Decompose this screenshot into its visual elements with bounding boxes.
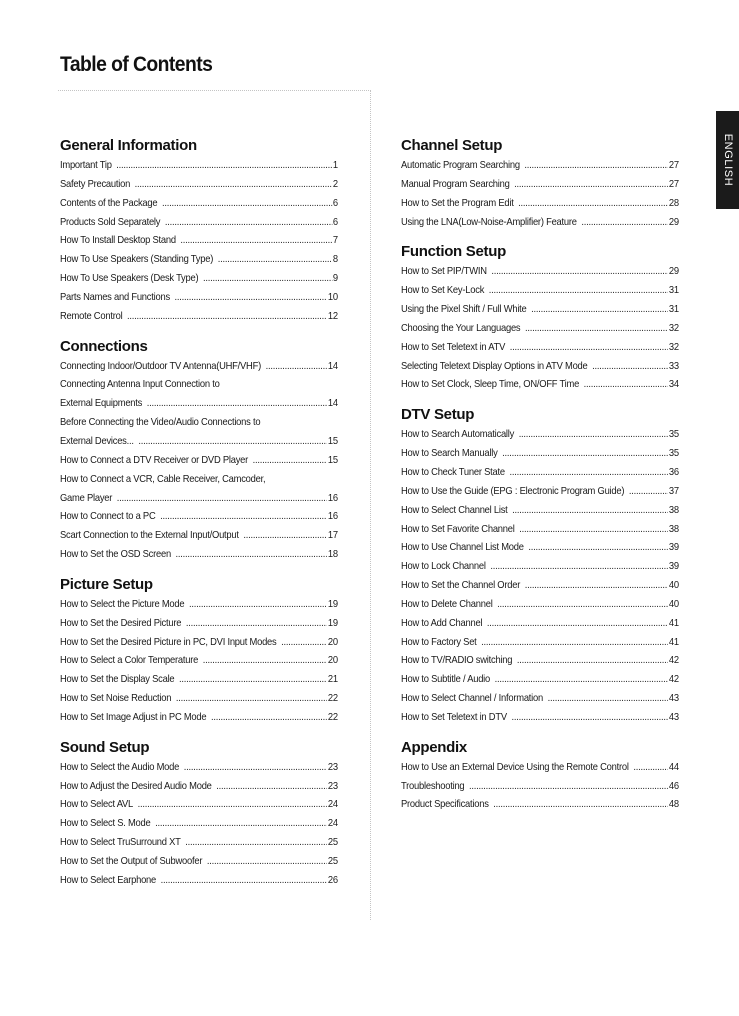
dot-leader <box>135 176 332 195</box>
dot-leader <box>127 308 327 327</box>
entry-title: How To Install Desktop Stand <box>60 235 176 247</box>
entry-title: Manual Program Searching <box>401 178 510 190</box>
toc-section-sound-setup <box>60 737 338 891</box>
dot-leader <box>524 157 668 176</box>
toc-entry[interactable] <box>401 376 679 395</box>
entry-title: How to Select the Audio Mode <box>60 761 180 773</box>
entry-title: How to Set the Output of Subwoofer <box>60 856 203 867</box>
entry-title: How to Set the Display Scale <box>60 674 175 686</box>
entry-title: How to Set PIP/TWIN <box>401 266 487 278</box>
entry-title: How to Set Teletext in ATV <box>401 341 506 353</box>
dot-leader <box>185 834 327 853</box>
entry-page-number: 19 <box>327 598 338 610</box>
entry-title: How to Subtitle / Audio <box>401 674 491 686</box>
dot-leader <box>176 690 327 709</box>
entry-title: How to Search Automatically <box>401 429 515 441</box>
entry-page-number: 32 <box>668 341 679 353</box>
toc-entry[interactable] <box>401 577 679 596</box>
entry-page-number: 9 <box>332 273 338 285</box>
dot-leader <box>487 615 668 634</box>
section-heading: Sound Setup <box>60 738 150 756</box>
entry-page-number: 2 <box>332 178 338 190</box>
dot-leader <box>179 671 327 690</box>
entry-page-number: 10 <box>327 291 338 303</box>
toc-entry[interactable] <box>401 558 679 577</box>
toc-entry[interactable] <box>60 615 338 634</box>
dot-leader <box>176 546 327 565</box>
entry-page-number: 26 <box>327 874 338 886</box>
toc-entry[interactable] <box>60 815 338 834</box>
dot-leader <box>629 483 668 502</box>
dot-leader <box>481 634 668 653</box>
entry-title: Selecting Teletext Display Options in ATV Mode <box>401 360 588 372</box>
dot-leader <box>531 301 668 320</box>
toc-entry[interactable] <box>60 834 338 853</box>
toc-entry[interactable] <box>401 176 679 195</box>
entry-title: Remote Control <box>60 310 123 322</box>
entry-page-number: 44 <box>668 761 679 773</box>
dot-leader <box>180 232 332 251</box>
toc-entry[interactable] <box>401 339 679 358</box>
entry-title: Using the Pixel Shift / Full White <box>401 304 527 316</box>
toc-entry[interactable] <box>401 301 679 320</box>
entry-title: External Equipments <box>60 398 143 410</box>
dot-leader <box>189 596 327 615</box>
toc-entry[interactable] <box>60 546 338 565</box>
toc-entry[interactable] <box>401 796 679 815</box>
page-title: Table of Contents <box>60 53 213 76</box>
dot-leader <box>147 395 327 414</box>
dot-leader <box>160 508 327 527</box>
dot-leader <box>184 759 327 778</box>
dot-leader <box>517 652 668 671</box>
entry-title: How to Set Key-Lock <box>401 285 485 297</box>
dot-leader <box>203 652 327 671</box>
toc-entry[interactable] <box>401 634 679 653</box>
entry-title: How to Connect a DTV Receiver or DVD Player <box>60 454 249 466</box>
dot-leader <box>138 433 327 452</box>
toc-entry[interactable] <box>401 426 679 445</box>
toc-entry[interactable] <box>60 452 338 471</box>
entry-title: How to Select Channel List <box>401 504 508 516</box>
toc-entry[interactable] <box>401 502 679 521</box>
dot-leader <box>519 521 668 540</box>
toc-section-appendix <box>401 737 679 816</box>
dot-leader <box>584 376 668 395</box>
entry-title: How to TV/RADIO switching <box>401 655 513 667</box>
entry-page-number: 35 <box>668 448 679 460</box>
dot-leader <box>165 214 332 233</box>
entry-page-number: 31 <box>668 304 679 316</box>
entry-page-number: 36 <box>668 466 679 478</box>
dot-leader <box>514 176 668 195</box>
entry-page-number: 1 <box>332 160 338 171</box>
entry-title: Connecting Indoor/Outdoor TV Antenna(UHF/VHF) <box>60 360 261 372</box>
entry-page-number: 25 <box>327 856 338 867</box>
dot-leader <box>511 709 667 728</box>
entry-title: Choosing the Your Languages <box>401 322 521 334</box>
entry-title: How to Connect a VCR, Cable Receiver, Camcoder, <box>60 473 266 485</box>
toc-entry[interactable] <box>60 778 338 797</box>
section-heading: General Information <box>60 137 197 154</box>
toc-entry[interactable] <box>401 157 679 176</box>
entry-title: How to Select S. Mode <box>60 818 151 830</box>
dot-leader <box>216 778 327 797</box>
toc-entry[interactable] <box>60 176 338 195</box>
toc-entry[interactable] <box>60 853 338 872</box>
entry-page-number: 29 <box>668 266 679 278</box>
entry-title: Important Tip <box>60 160 112 171</box>
dot-leader <box>525 320 668 339</box>
dot-leader <box>510 339 668 358</box>
entry-title: How to Set Clock, Sleep Time, ON/OFF Time <box>401 379 580 391</box>
dot-leader <box>138 796 327 815</box>
dot-leader <box>162 195 332 214</box>
dot-leader <box>512 502 668 521</box>
entry-page-number: 39 <box>668 561 679 573</box>
entry-title: How to Delete Channel <box>401 598 493 610</box>
toc-entry[interactable] <box>401 483 679 502</box>
toc-entry[interactable] <box>60 709 338 728</box>
entry-title: How to Add Channel <box>401 617 483 629</box>
dot-leader <box>186 615 327 634</box>
dot-leader <box>155 815 327 834</box>
entry-title: How to Select the Picture Mode <box>60 598 185 610</box>
entry-page-number: 39 <box>668 542 679 554</box>
toc-entry[interactable] <box>60 872 338 891</box>
dot-leader <box>528 539 668 558</box>
toc-entry[interactable] <box>401 263 679 282</box>
entry-page-number: 27 <box>668 160 679 171</box>
entry-title: How to Adjust the Desired Audio Mode <box>60 780 212 792</box>
dot-leader <box>117 490 327 509</box>
entry-page-number: 31 <box>668 285 679 297</box>
dot-leader <box>525 577 668 596</box>
toc-entry[interactable] <box>401 195 679 214</box>
dot-leader <box>211 709 327 728</box>
toc-section-general-information <box>60 135 338 327</box>
toc-entry[interactable] <box>60 308 338 327</box>
dot-leader <box>116 157 332 176</box>
language-tab <box>716 111 739 209</box>
toc-entry[interactable] <box>60 214 338 233</box>
entry-title: How to Check Tuner State <box>401 466 505 478</box>
dot-leader <box>518 195 668 214</box>
entry-page-number: 7 <box>332 235 338 247</box>
dot-leader <box>592 358 668 377</box>
dot-leader <box>469 778 668 797</box>
entry-page-number: 33 <box>668 360 679 372</box>
toc-entry[interactable] <box>60 289 338 308</box>
entry-page-number: 34 <box>668 379 679 391</box>
entry-page-number: 35 <box>668 429 679 441</box>
toc-entry[interactable] <box>401 690 679 709</box>
entry-title: How to Factory Set <box>401 636 477 648</box>
entry-title: Contents of the Package <box>60 197 158 209</box>
section-heading: Connections <box>60 337 148 355</box>
entry-page-number: 37 <box>668 485 679 497</box>
section-heading: Function Setup <box>401 243 506 261</box>
toc-entry[interactable] <box>60 508 338 527</box>
entry-title: How to Set the Desired Picture <box>60 617 182 629</box>
entry-title: How to Use an External Device Using the Remote Control <box>401 761 629 773</box>
dot-leader <box>519 426 668 445</box>
entry-title: Before Connecting the Video/Audio Connections to <box>60 417 261 429</box>
entry-page-number: 20 <box>327 655 338 667</box>
dot-leader <box>489 282 668 301</box>
dot-leader <box>253 452 327 471</box>
entry-page-number: 16 <box>327 492 338 504</box>
entry-page-number: 48 <box>668 799 679 811</box>
toc-entry[interactable] <box>60 358 338 377</box>
toc-section-channel-setup <box>401 135 679 232</box>
entry-page-number: 22 <box>327 693 338 705</box>
entry-page-number: 43 <box>668 693 679 705</box>
toc-entry[interactable] <box>401 445 679 464</box>
entry-title: How to Set the OSD Screen <box>60 549 171 561</box>
toc-entry[interactable] <box>60 527 338 546</box>
entry-page-number: 8 <box>332 254 338 266</box>
entry-title: How to Select Earphone <box>60 874 157 886</box>
toc-entry[interactable] <box>401 652 679 671</box>
dot-leader <box>161 872 327 891</box>
entry-title: How to Select TruSurround XT <box>60 837 181 849</box>
dot-leader <box>491 263 668 282</box>
dot-leader <box>281 634 327 653</box>
dot-leader <box>502 445 668 464</box>
entry-title: How to Set Image Adjust in PC Mode <box>60 711 207 723</box>
section-heading: DTV Setup <box>401 406 475 424</box>
toc-entry[interactable] <box>60 759 338 778</box>
section-heading: Picture Setup <box>60 575 153 593</box>
toc-entry[interactable] <box>60 251 338 270</box>
toc-entry[interactable] <box>60 232 338 251</box>
section-heading: Channel Setup <box>401 137 503 154</box>
entry-title: How to Set the Channel Order <box>401 580 521 592</box>
entry-title: How to Use the Guide (EPG : Electronic Program Guide) <box>401 485 625 497</box>
toc-entry[interactable] <box>401 671 679 690</box>
entry-title: How to Select Channel / Information <box>401 693 543 705</box>
entry-page-number: 38 <box>668 504 679 516</box>
toc-entry[interactable] <box>60 671 338 690</box>
dot-leader <box>174 289 326 308</box>
toc-entry[interactable] <box>60 270 338 289</box>
entry-page-number: 24 <box>327 818 338 830</box>
toc-entry[interactable] <box>401 282 679 301</box>
toc-left-column <box>60 135 338 900</box>
entry-page-number: 17 <box>327 530 338 542</box>
toc-entry[interactable] <box>60 376 338 395</box>
toc-section-connections <box>60 336 338 565</box>
entry-page-number: 42 <box>668 674 679 686</box>
entry-page-number: 22 <box>327 711 338 723</box>
column-divider <box>370 90 371 920</box>
entry-page-number: 29 <box>668 216 679 228</box>
dot-leader <box>243 527 327 546</box>
entry-page-number: 40 <box>668 598 679 610</box>
entry-page-number: 6 <box>332 216 338 228</box>
entry-title: How to Connect to a PC <box>60 511 156 523</box>
toc-entry[interactable] <box>60 690 338 709</box>
entry-title: How to Set Teletext in DTV <box>401 711 507 723</box>
toc-entry[interactable] <box>401 778 679 797</box>
entry-page-number: 15 <box>327 435 338 447</box>
dot-leader <box>207 853 327 872</box>
dot-leader <box>490 558 668 577</box>
toc-entry[interactable] <box>401 358 679 377</box>
entry-page-number: 42 <box>668 655 679 667</box>
entry-title: How to Set Noise Reduction <box>60 693 172 705</box>
entry-title: Safety Precaution <box>60 178 131 190</box>
toc-entry[interactable] <box>401 539 679 558</box>
entry-page-number: 23 <box>327 761 338 773</box>
entry-page-number: 14 <box>327 360 338 372</box>
toc-entry[interactable] <box>60 490 338 509</box>
entry-page-number: 24 <box>327 799 338 811</box>
dot-leader <box>203 270 332 289</box>
toc-entry[interactable] <box>401 320 679 339</box>
entry-page-number: 16 <box>327 511 338 523</box>
entry-page-number: 18 <box>327 549 338 561</box>
entry-title: External Devices... <box>60 435 134 447</box>
dot-leader <box>633 759 668 778</box>
toc-section-dtv-setup <box>401 404 679 728</box>
toc-entry[interactable] <box>60 195 338 214</box>
entry-page-number: 41 <box>668 617 679 629</box>
dot-leader <box>266 358 327 377</box>
entry-title: Scart Connection to the External Input/Output <box>60 530 239 542</box>
entry-page-number: 27 <box>668 178 679 190</box>
toc-entry[interactable] <box>60 414 338 433</box>
toc-entry[interactable] <box>60 796 338 815</box>
entry-title: Game Player <box>60 492 113 504</box>
entry-page-number: 40 <box>668 580 679 592</box>
entry-page-number: 15 <box>327 454 338 466</box>
entry-title: Automatic Program Searching <box>401 160 520 171</box>
entry-title: How to Set the Desired Picture in PC, DVI Input Modes <box>60 636 277 648</box>
entry-page-number: 46 <box>668 780 679 792</box>
entry-title: Using the LNA(Low-Noise-Amplifier) Feature <box>401 216 577 228</box>
dot-leader <box>495 671 668 690</box>
title-divider <box>58 90 371 91</box>
entry-title: How to Use Channel List Mode <box>401 542 524 554</box>
entry-page-number: 14 <box>327 398 338 410</box>
entry-page-number: 43 <box>668 711 679 723</box>
toc-entry[interactable] <box>401 214 679 233</box>
toc-section-function-setup <box>401 241 679 395</box>
entry-page-number: 32 <box>668 322 679 334</box>
entry-title: How To Use Speakers (Desk Type) <box>60 273 199 285</box>
entry-title: How to Set Favorite Channel <box>401 523 515 535</box>
entry-title: How to Set the Program Edit <box>401 197 514 209</box>
entry-title: Connecting Antenna Input Connection to <box>60 379 220 391</box>
toc-entry[interactable] <box>60 596 338 615</box>
toc-entry[interactable] <box>401 464 679 483</box>
entry-title: How to Select a Color Temperature <box>60 655 199 667</box>
dot-leader <box>581 214 668 233</box>
entry-page-number: 6 <box>332 197 338 209</box>
entry-page-number: 19 <box>327 617 338 629</box>
entry-page-number: 28 <box>668 197 679 209</box>
toc-entry[interactable] <box>60 395 338 414</box>
entry-title: Products Sold Separately <box>60 216 161 228</box>
section-heading: Appendix <box>401 738 467 756</box>
toc-entry[interactable] <box>401 615 679 634</box>
toc-entry[interactable] <box>401 759 679 778</box>
dot-leader <box>497 596 668 615</box>
toc-entry[interactable] <box>60 157 338 176</box>
toc-entry[interactable] <box>401 521 679 540</box>
toc-entry[interactable] <box>60 634 338 653</box>
dot-leader <box>218 251 332 270</box>
entry-page-number: 12 <box>327 310 338 322</box>
entry-page-number: 38 <box>668 523 679 535</box>
entry-page-number: 21 <box>327 674 338 686</box>
toc-section-picture-setup <box>60 574 338 728</box>
entry-page-number: 20 <box>327 636 338 648</box>
entry-title: Product Specifications <box>401 799 489 811</box>
dot-leader <box>548 690 668 709</box>
entry-page-number: 23 <box>327 780 338 792</box>
entry-title: How To Use Speakers (Standing Type) <box>60 254 214 266</box>
entry-page-number: 41 <box>668 636 679 648</box>
entry-title: How to Select AVL <box>60 799 134 811</box>
toc-entry[interactable] <box>60 433 338 452</box>
toc-entry[interactable] <box>60 471 338 490</box>
dot-leader <box>509 464 667 483</box>
entry-title: How to Lock Channel <box>401 561 486 573</box>
entry-title: How to Search Manually <box>401 448 498 460</box>
language-tab-label: ENGLISH <box>721 133 734 187</box>
entry-title: Troubleshooting <box>401 780 465 792</box>
toc-entry[interactable] <box>401 709 679 728</box>
dot-leader <box>493 796 668 815</box>
toc-entry[interactable] <box>60 652 338 671</box>
entry-page-number: 25 <box>327 837 338 849</box>
entry-title: Parts Names and Functions <box>60 291 170 303</box>
toc-entry[interactable] <box>401 596 679 615</box>
toc-right-column <box>401 135 679 824</box>
